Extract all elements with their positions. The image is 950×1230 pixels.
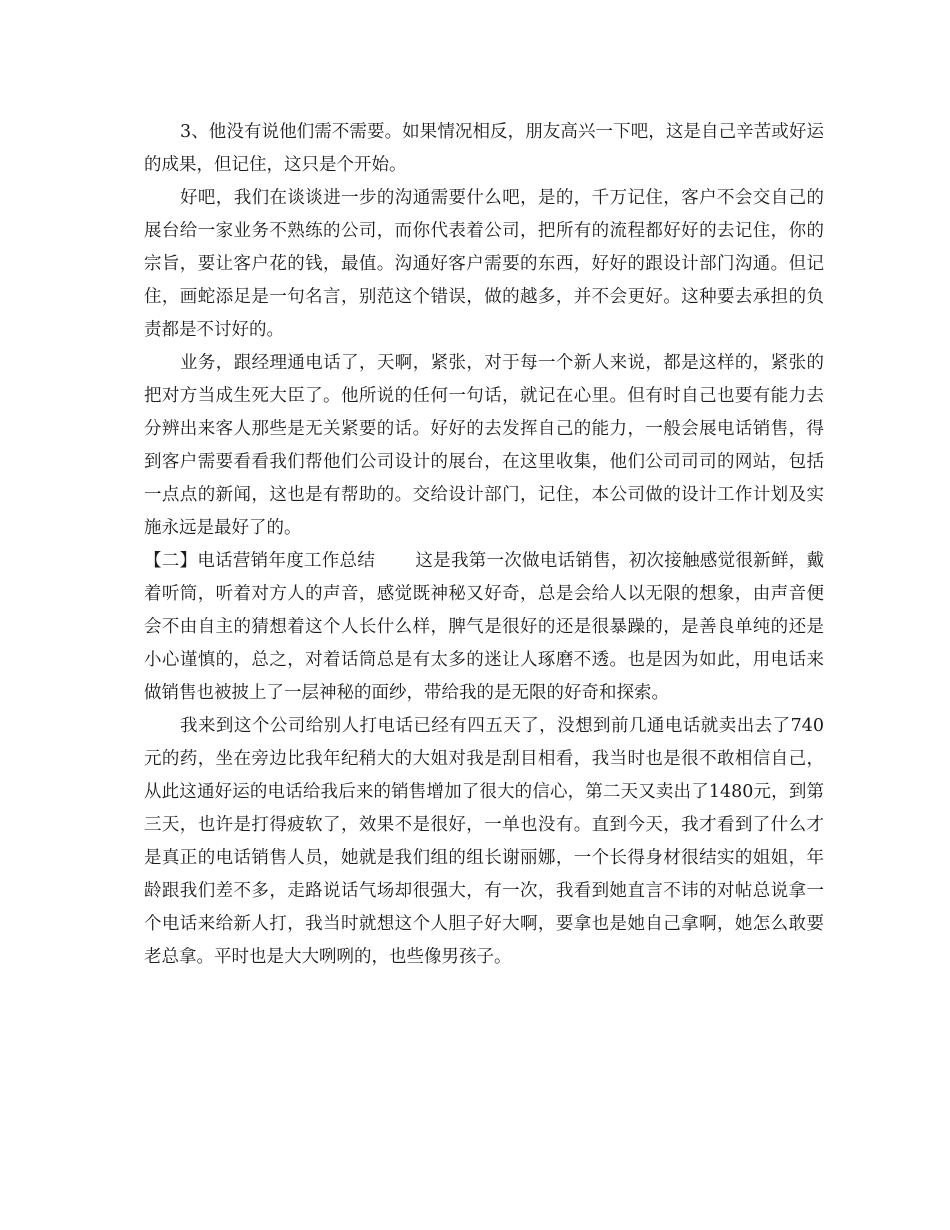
paragraph-2: 好吧，我们在谈谈进一步的沟通需要什么吧，是的，千万记住，客户不会交自己的展台给一家业务不熟练的公司，而你代表着公司，把所有的流程都好好的去记住，你的宗旨，要让客户花的钱，最值。沟通好客户需要的东西，好好的跟设计部门沟通。但记住，画蛇添足是一句名言，别范这个错误，做的越多，并不会更好。这种要去承担的负责都是不讨好的。	[144, 188, 824, 340]
section-2-heading: 【二】电话营销年度工作总结	[144, 551, 376, 571]
section-2-paragraph	[144, 545, 824, 710]
paragraph-1: 3、他没有说他们需不需要。如果情况相反，朋友高兴一下吧，这是自己辛苦或好运的成果，但记住，这只是个开始。	[144, 122, 824, 175]
paragraph-5: 我来到这个公司给别人打电话已经有四五天了，没想到前几通电话就卖出去了740元的药，坐在旁边比我年纪稍大的大姐对我是刮目相看，我当时也是很不敢相信自己，从此这通好运的电话给我后来的销售增加了很大的信心，第二天又卖出了1480元，到第三天，也许是打得疲软了，效果不是很好，一单也没有。直到今天，我才看到了什么才是真正的电话销售人员，她就是我们组的组长谢丽娜，一个长得身材很结实的姐姐，年龄跟我们差不多，走路说话气场却很强大，有一次，我看到她直言不讳的对帖总说拿一个电话来给新人打，我当时就想这个人胆子好大啊，要拿也是她自己拿啊，她怎么敢要老总拿。平时也是大大咧咧的，也些像男孩子。	[144, 716, 824, 967]
document-body	[144, 116, 824, 974]
paragraph-3: 业务，跟经理通电话了，天啊，紧张，对于每一个新人来说，都是这样的，紧张的把对方当成生死大臣了。他所说的任何一句话，就记在心里。但有时自己也要有能力去分辨出来客人那些是无关紧要的话。好好的去发挥自己的能力，一般会展电话销售，得到客户需要看看我们帮他们公司设计的展台，在这里收集，他们公司司司的网站，包括一点点的新闻，这也是有帮助的。交给设计部门，记住，本公司做的设计工作计划及实施永远是最好了的。	[144, 353, 824, 538]
section-2-text: 这是我第一次做电话销售，初次接触感觉很新鲜，戴着听筒，听着对方人的声音，感觉既神秘又好奇，总是会给人以无限的想象，由声音便会不由自主的猜想着这个人长什么样，脾气是很好的还是很暴躁的，是善良单纯的还是小心谨慎的，总之，对着话筒总是有太多的迷让人琢磨不透。也是因为如此，用电话来做销售也被披上了一层神秘的面纱，带给我的是无限的好奇和探索。	[144, 551, 825, 703]
